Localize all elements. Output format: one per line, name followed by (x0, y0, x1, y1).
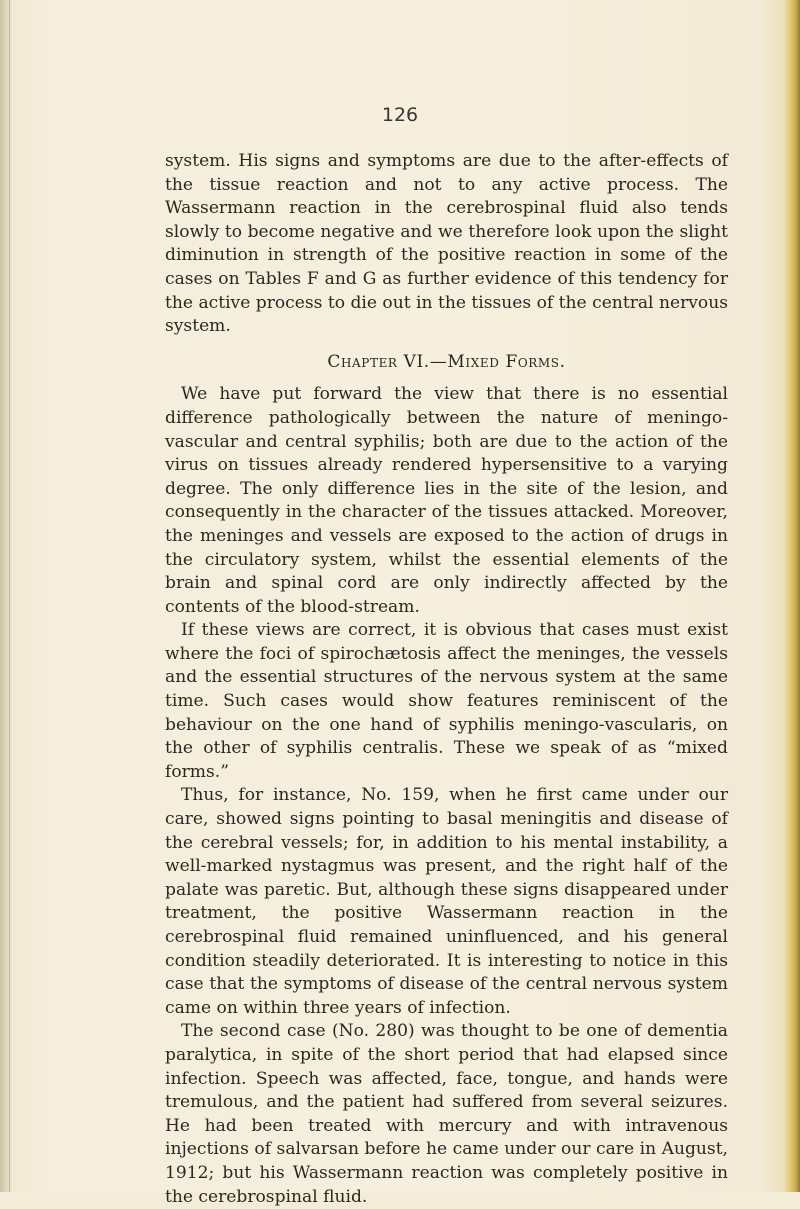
continuation-paragraph: system. His signs and symptoms are due to the after-effects of the tissue reaction and not to any active process. The Wassermann reaction in the cerebrospinal fluid also tends slowly to become negative and we therefore look upon the slight diminution in strength of the positive reaction in some of the cases on Tables F and G as further evidence of this tendency for the active process to die out in the tissues of the central nervous system. (165, 151, 728, 337)
paragraph-2: If these views are correct, it is obvious that cases must exist where the foci of spirochætosis affect the meninges, the vessels and the essential structures of the nervous system at the same time. Such cases would show features reminiscent of the behaviour on the one hand of syphilis meningo-vascularis, on the other of syphilis centralis. These we speak of as “mixed forms.” (165, 620, 728, 782)
paragraph-1: We have put forward the view that there is no essential difference pathologically between the nature of meningo-vascular and central syphilis; both are due to the action of the virus on tissues already rendered hypersensitive to a varying degree. The only difference lies in the site of the lesion, and consequently in the character of the tissues attacked. Moreover, the meninges and vessels are exposed to the action of drugs in the circulatory system, whilst the essential elements of the brain and spinal cord are only indirectly affected by the contents of the blood-stream. (165, 384, 728, 617)
chapter-heading: Chapter VI.—Mixed Forms. (327, 351, 566, 372)
page-binding-line (9, 0, 10, 1192)
page-number: 126 (381, 104, 419, 126)
page-text-block (165, 150, 728, 1209)
paragraph-3: Thus, for instance, No. 159, when he first came under our care, showed signs pointing to basal meningitis and disease of the cerebral vessels; for, in addition to his mental instability, a well-marked nystagmus was present, and the right half of the palate was paretic. But, although these signs disappeared under treatment, the positive Wassermann reaction in the cerebrospinal fluid remained uninfluenced, and his general condition steadily deteriorated. It is interesting to notice in this case that the symptoms of disease of the central nervous system came on within three years of infection. (165, 785, 728, 1018)
page-right-edge (784, 0, 800, 1192)
paragraph-4: The second case (No. 280) was thought to be one of dementia paralytica, in spite of the short period that had elapsed since infection. Speech was affected, face, tongue, and hands were tremulous, and the patient had suffered from several seizures. He had been treated with mercury and with intravenous injections of salvarsan before he came under our care in August, 1912; but his Wassermann reaction was completely positive in the cerebrospinal fluid. (165, 1021, 728, 1207)
page-left-edge (0, 0, 12, 1192)
